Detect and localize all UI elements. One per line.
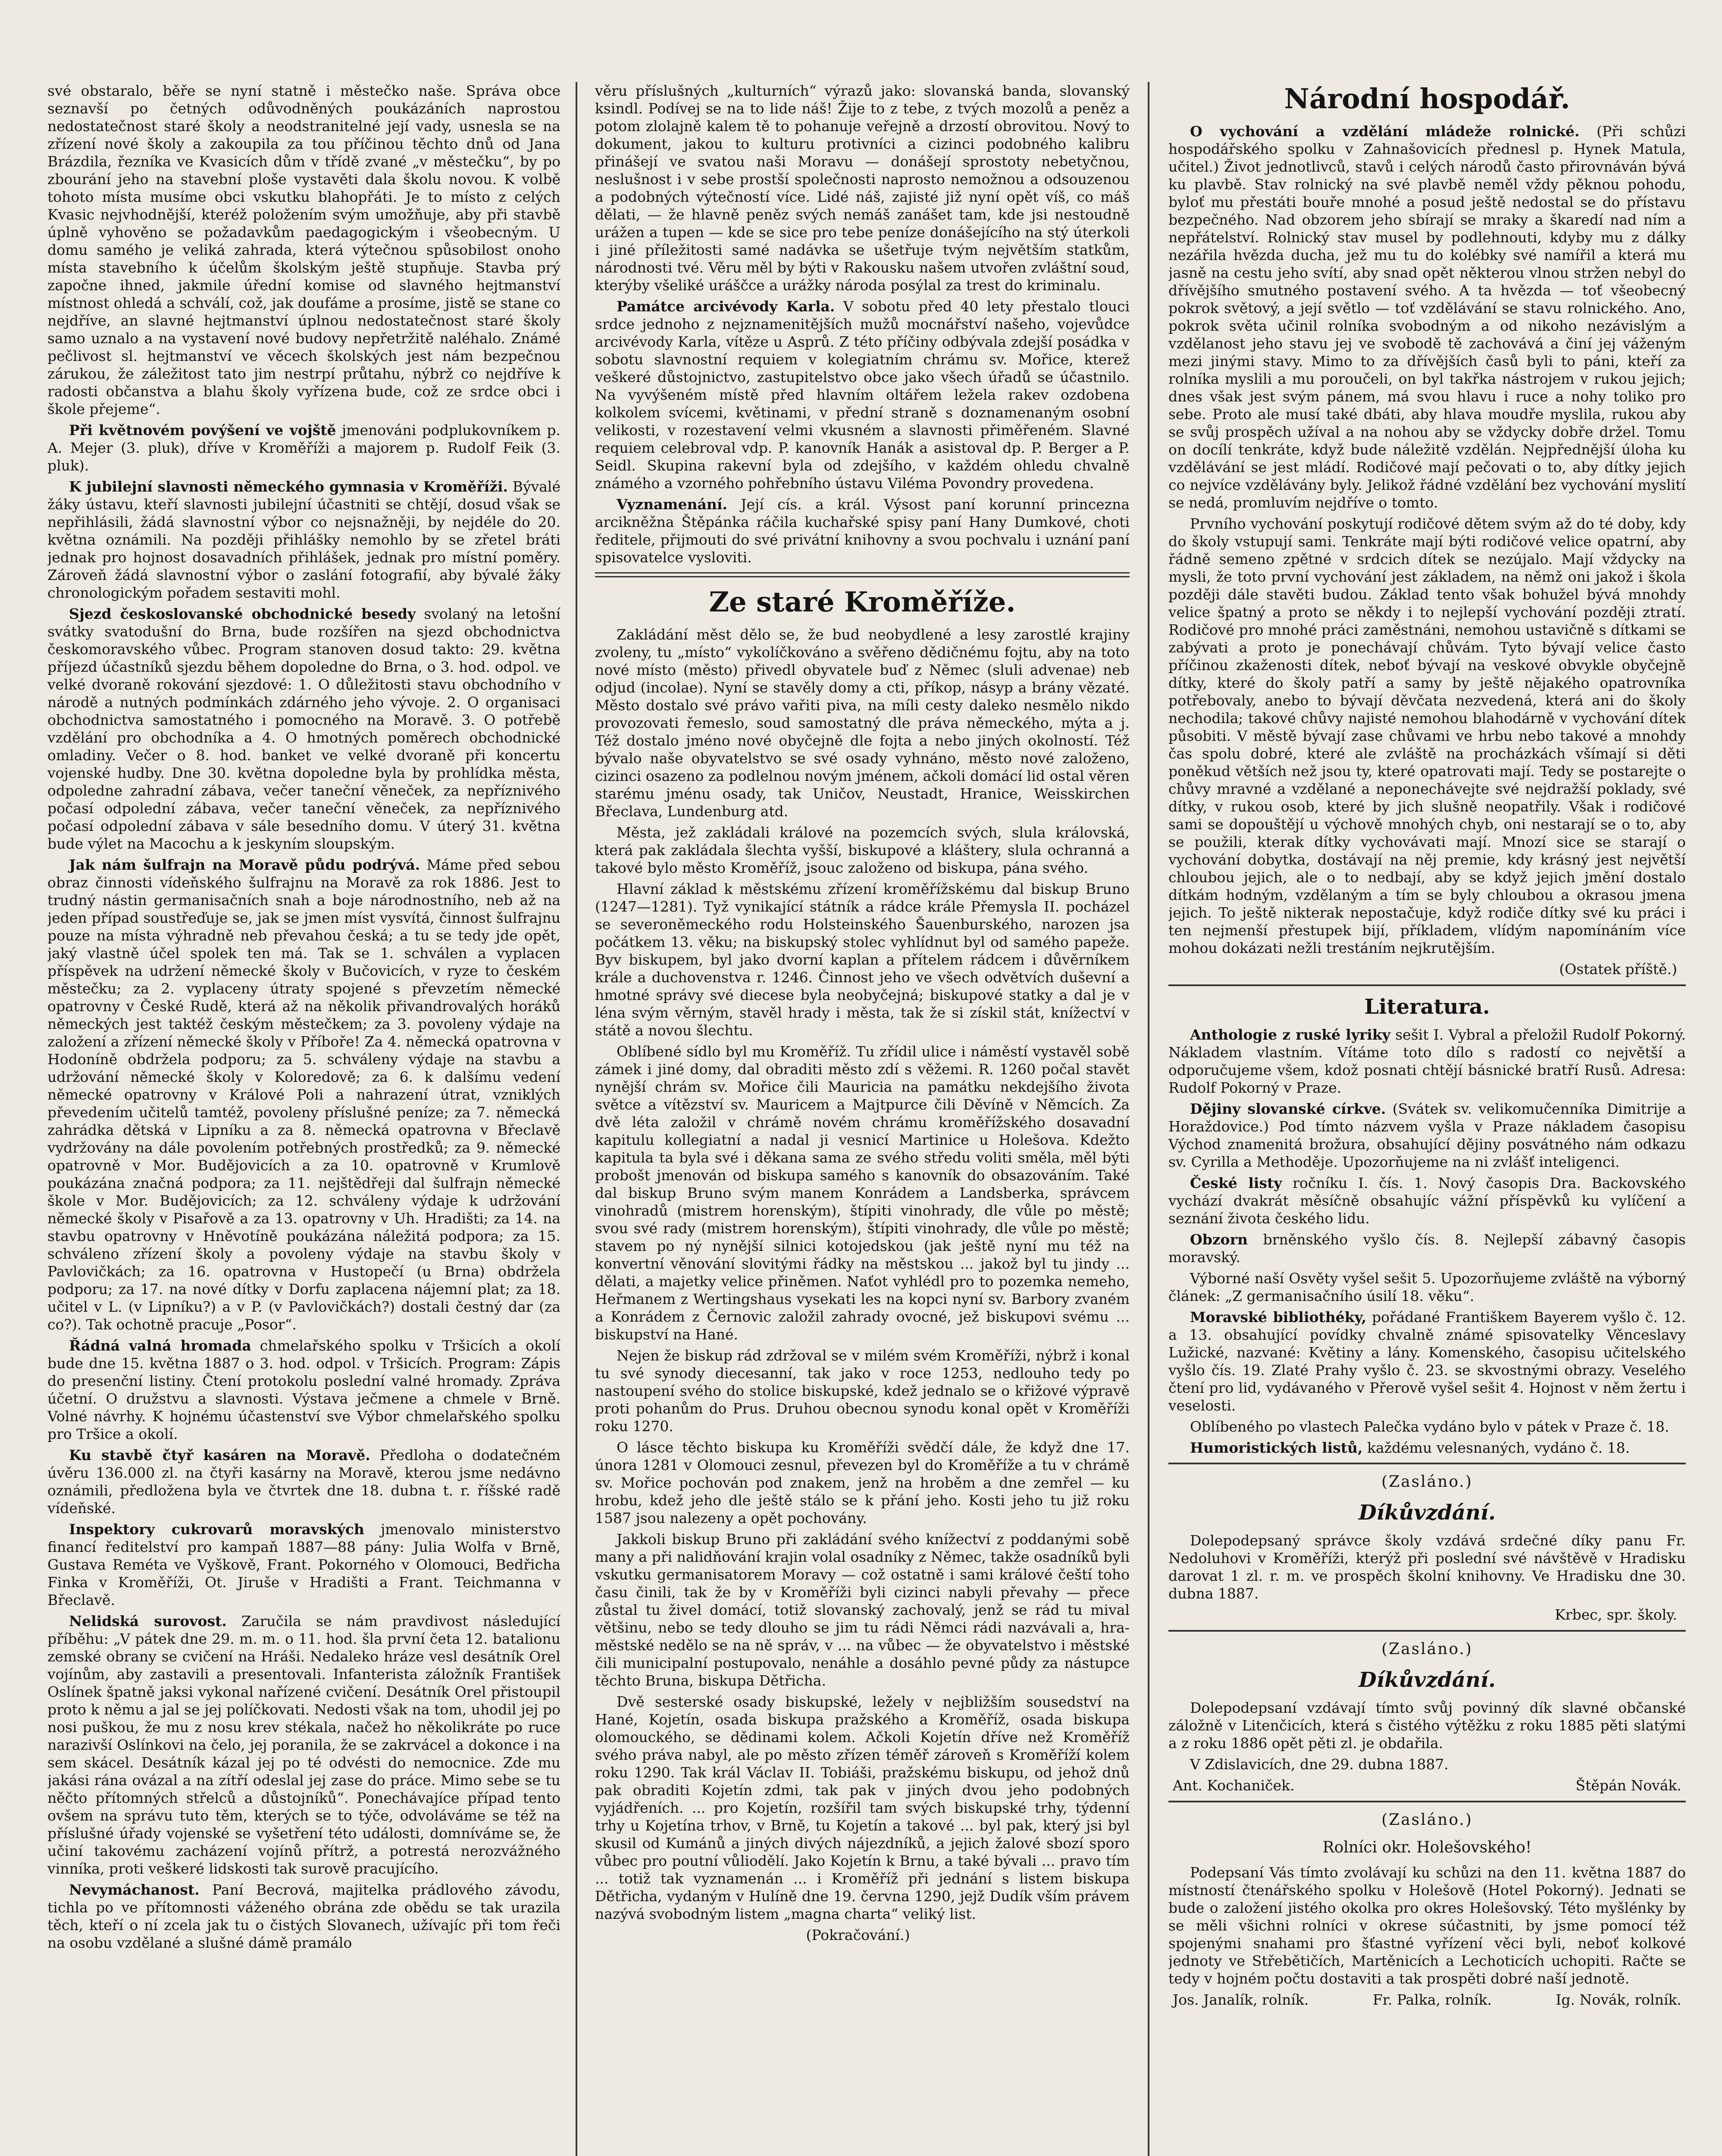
article-text: ročníku I. čís. 1. Nový časopis Dra. Backovského vychází dvakrát měsíčně obsahujíc vážní příspěvků ku vylíčení a seznání života českého lidu. [1168,1175,1686,1227]
article-text: (Při schůzi hospodářského spolku v Zahnašovicích přednesl p. Hynek Matula, učitel.) Život jednotlivců, stavů i celých národů často přirovnáván bývá ku plavbě. Stav rolnický na své plavbě neměl vždy pěknou pohodu, byloť mu přestáti bouře mnohé a posud ještě nedostal se do přístavu bezpečného. Nad obzorem jeho sbírají se mraky a škaredí nad ním a nepřátelství. Rolnický stav musel by podlehnouti, kdyby mu z dálky nezářila hvězda ducha, jež mu tu do kolébky své namířil a která mu jasně na cestu jeho svítí, aby snad opět některou vlnou stržen nebyl do dřívějšího smutného postavení svého. A ta hvězda — toť všeobecný pokrok světový, a její světlo — toť vzdělávání se stavu rolnického. Ano, pokrok světa učinil rolníka svobodným a od nikoho nezávislým a vzdělanost jeho stavu jej ve svobodě tě zachovává a činí jej váženým mezi jinými stavy. Mimo to za dřívějších časů byli to páni, kteří za rolníka myslili a mu poroučeli, on byl takřka nástrojem v rukou jejich; dnes však jest svým pánem, má svou hlavu i ruce a nohy toliko pro sebe. Proto ale musí také dbáti, aby hlava moudře myslila, rukou aby se svůj prospěch užíval a na nohou aby se vždycky dobře držel. Tomu on docílí tenkráte, když bude náležitě vzdělán. Nejpřednější úloha ku vzdělávání se jest mládí. Rodičové mají pečovati o to, aby dítky jejich co nejvíce vzdělávány byly. Jelikož řádné vzdělání bez vychování myslití se nedá, promluvím nejdříve o tomto. [1168,123,1686,511]
thanks-title: Díkůvzdání. [1359,1668,1496,1692]
article-distinction [595,495,1130,566]
article-heading: Ku stavbě čtyř kasáren na Moravě. [69,1447,370,1463]
article-continuation: věru příslušných „kulturních“ výrazů jako: slovanská banda, slovanský ksindl. Podívej se na to lide náš! Žije to z tebe, z tvých mozolů a peněz a potom zlolajně kalem tě to pohanuje veřejně a drzostí obrovitou. Nový to dokument, jakou to kulturu protivníci a cizinci podobného kalibru přinášejí ve svatou naši Moravu — donášejí sprostoty nebetyčnou, neslušnost i v sebe prostší společnosti naprosto nemožnou a odsouzenou a podobných výtečností více. Lidé náš, zajisté již nyní opět víš, co máš dělati, — že hlavně peněz svých nemáš zanášet tam, kde jsi nestoudně urážen a tupen — kde se sice pro tebe peníze donášejícího na stý úterkoli i jiné příležitosti samé nadávka se ušetřuje tvým největším statkům, národnosti tvé. Věru měl by býti v Rakousku našem utvořen zvláštní soud, kterýby všeliké uráščce a urážky národa posýlal za trest do kriminalu. [595,82,1130,294]
article-brutality [47,1612,560,1877]
article-promotion [47,421,560,474]
feature-paragraph: Oblíbené sídlo byl mu Kroměříž. Tu zřídil ulice i náměstí vystavěl sobě zámek i jiné domy, dal obraditi město zdí s věžemi. R. 1260 počal stavět nynější chrám sv. Mořice čili Mauricia na památku nekdejšího života světce a vítězství sv. Mauricem a Majtpurce čili Děvíně v Němcích. Za dvě léta založil v chrámě novém chrámu kroměřížského dosavadní kapitulu kollegiatní a nadal ji vesnicí Martinice u Holešova. Kdežto kapitula ta byla své i děkana sama ze svého středu voliti směla, měl býti probošt jmenován od biskupa samého s kanovník do obsazováním. Také dal biskup Bruno svým manem Konrádem a Landsberka, správcem vinohradů (mistrem horenským), štípiti vinohrady, dle vůle po městě; svou své rady (mistrem horenským), štípiti vinohrady, dle vůle po městě; stavem po ný nynější silnici kotojedskou (jak ještě nyní mu též na konvertní věnování slovitými řádky na městskou ... jakož byl tu jindy ... dělati, a majetky velice přiněmen. Naťot vyhlédl pro to pozemka nemeho, Heřmanem z Wertingshaus vysekati les na kopci nyní sv. Barbory zvaném a Konrádem z Černovic založil zahrady ovocné, jež biskupovi svému ... biskupství na Hané. [595,1043,1130,1343]
article-heading: Při květnovém povýšení ve vojště [69,422,336,439]
article-heading: Moravské bibliothéky, [1190,1309,1367,1326]
article-text: každému velesnaných, vydáno č. 18. [1367,1439,1630,1456]
article-heading: Památce arcivévody Karla. [617,298,835,315]
article-schulverein [47,856,560,1333]
article-merchant-congress [47,605,560,852]
column-divider [1148,82,1149,2156]
article-heading: Sjezd českoslovanské obchodnické besedy [69,605,416,622]
continuation-note: (Pokračování.) [806,1927,910,1943]
article-sugar-inspectors [47,1520,560,1609]
feature-paragraph: O lásce těchto biskupa ku Kroměříži svědčí dále, že když dne 17. února 1281 v Olomouci zesnul, převezen byl do Kroměříže a tu v chrámě sv. Mořice pochován pod znakem, jenž na hroběm a dne zemřel — ku hrobu, kdež jeho dle ještě stálo se k přání jeho. Kosti jeho tu již roku 1587 jsou nalezeny a opět pochovány. [595,1439,1130,1526]
article-text: Paní Becrová, majitelka prádlového závodu, tichla po ve přítomnosti váženého obrána zde obědu se tak urazila těch, kteří o ní zcela jak tu o čistých Slovanech, užívajíc při tom řeči na osobu vzdělané a slušné dámě pramálo [47,1881,560,1951]
thanks-text: Dolepodepsaní vzdávají tímto svůj povinný dík slavné občanské záložně v Litenčicích, která s čistého výtěžku z roku 1885 pěti slatými a z roku 1886 opět pěti zl. je obdařila. [1168,1699,1686,1752]
article-heading: Humoristických listů, [1190,1439,1363,1456]
article-text: chmelařského spolku v Tršicích a okolí bude dne 15. května 1887 o 3. hod. odpol. v Tršicích. Program: Zápis do presenční listiny. Čtení protokolu poslední valné hromady. Zpráva účetní. O družstvu a slavnosti. Výstava ječmene a chmele v Brně. Volné návrhy. K hojnému účastenství sve Výbor chmelařského spolku pro Tršice a okolí. [47,1337,560,1442]
article-rudeness [47,1881,560,1952]
article-text: jmenováni podplukovníkem p. A. Mejer (3. pluk), dříve v Kroměříži a majorem p. Rudolf Feik (3. pluk). [47,422,560,474]
section-title-literature: Literatura. [1364,995,1490,1019]
article-heading: K jubilejní slavnosti německého gymnasia v Kroměříži. [69,478,508,495]
section-divider [1168,1630,1686,1632]
economy-paragraph [1168,122,1686,511]
signature: Ig. Novák, rolník. [1556,1991,1681,2008]
column-divider [576,82,577,2156]
notice-text: Podepsaní Vás tímto zvolávají ku schůzi na den 11. května 1887 do místností čtenářského spolku v Holešově (Hotel Pokorný). Jednati se bude o založení jistého okolka pro okres Holešovský. Této myšlénky by se měli všichni rolníci v okrese súčastniti, by jsme pomocí též spojenými snahami pro šťastné vyřízení věci byli, neboť kolkové jednoty ve Střebětičích, Martěnicích a Lechoticích uchopiti. Račte se tedy v hojném počtu dostaviti a tak prospěti dobré naší jednotě. [1168,1864,1686,1987]
article-hop-assembly [47,1337,560,1443]
article-text: V sobotu před 40 lety přestalo tlouci srdce jednoho z nejznamenitějších mužů mocnářství našeho, vojevůdce arcivévody Karla, vítěze u Asprů. Z této příčiny odbývala zdejší posádka v sobotu slavnostní requiem v kolegiatním chrámu sv. Mořice, kterež veškeré důstojnictvo, zastupitelstvo obce jako všech úřadů se účastnilo. Na vyvýšeném místě před hlavním oltářem ležela rakev ozdobena kolkolem svícemi, květinami, v přední straně s doznamenaným osobní velikosti, v rozestavení velmi vkusném a slavnosti přiměřeném. Slavné requiem celebroval vdp. P. kanovník Hanák a asistoval dp. P. Berger a P. Seidl. Skupina rakevní byla od zdejšího, v každém ohledu chvalně známého a vzorného pohřebního ústavu Viléma Povondry provedena. [595,298,1130,492]
notice-signatures [1173,1991,1681,2009]
page-body [47,82,1686,2156]
article-text: sešit I. Vybral a přeložil Rudolf Pokorný. Nákladem vlastním. Vítáme toto dílo s radostí co největší a odporučujeme všem, kdož posnati chtějí básnické bratří Rusů. Adresa: Rudolf Pokorný v Praze. [1168,1026,1686,1096]
submitted-label: (Zasláno.) [1381,1640,1473,1658]
signature: Fr. Palka, rolník. [1372,1991,1492,2008]
literature-item [1168,1439,1686,1457]
article-heading: Jak nám šulfrajn na Moravě půdu podrývá. [69,856,420,873]
thanks-place-date: V Zdislavicích, dne 29. dubna 1887. [1190,1756,1449,1773]
continuation-note: (Ostatek příště.) [1559,961,1677,978]
submitted-label: (Zasláno.) [1381,1811,1473,1829]
section-divider [1168,1463,1686,1464]
article-barracks [47,1446,560,1517]
article-heading: O vychování a vzdělání mládeže rolnické. [1190,123,1580,140]
signature: Ant. Kochaniček. [1173,1777,1295,1794]
column-left [47,82,560,2156]
literature-item [1168,1026,1686,1097]
literature-item [1168,1231,1686,1266]
signature: Jos. Janalík, rolník. [1173,1991,1309,2008]
feature-paragraph: Zakládání měst dělo se, že bud neobydlené a lesy zarostlé krajiny zvoleny, tu „místo“ vykolíčkováno a svěřeno dědičnému fojtu, aby na toto nové místo (město) přivedl obyvatele buď z Němec (sluli advenae) neb odjud (incolae). Nyní se stavěly domy a cti, příkop, násyp a brány vězaté. Město dostalo své právo vařiti piva, na míli cesty daleko nesmělo nikdo provozovati řemeslo, soud samostatný dle práva německého, mýta a j. Též dostalo jméno nové obyčejně dle fojta a nebo jiných okolností. Též bývalo naše obyvatelstvo se své osady vyhnáno, město nové založeno, cizinci osazeno za podlelnou novým jménem, ačkoli domácí lid ostal věren starému jménu osady, tak Uničov, Neustadt, Hranice, Weisskirchen Břeclava, Lundenburg atd. [595,626,1130,820]
article-text: svolaný na letošní svátky svatodušní do Brna, bude rozšířen na sjezd obchodnictva českomoravského vůbec. Program stanoven dosud takto: 29. května příjezd účastníků sjezdu během dopoledne do Brna, o 3. hod. odpol. ve velké dvoraně rokování sjezdové: 1. O důležitosti stavu obchodního v národě a nutných podmínkách zdárného jeho vývoje. 2. O organisaci obchodnictva samostatného i pomocného na Moravě. 3. O potřebě vzdělání pro obchodníka a 4. O hmotných poměrech obchodnické omladiny. Večer o 8. hod. banket ve velké dvoraně při koncertu vojenské hudby. Dne 30. května dopoledne byla by prohlídka města, odpoledne zahradní zábava, večer taneční věneček, za nepříznivého počasí odpolední zábava, večer taneční věneček, za nepříznivého počasí odpolední zábava v sále besedního domu. V úterý 31. května bude výlet na Macochu a k jeskyním sloupským. [47,605,560,852]
article-school-kvasice: své obstaralo, běře se nyní statně i městečko naše. Správa obce seznavší po četných odůvodněných poukázáních naprostou nedostatečnost staré školy a neodstranitelné její vady, usnesla se na zřízení nové školy a zakoupila za tou příčinou těchto dnů od Jana Brázdila, řezníka ve Kvasicích dům v třídě zvané „v městečku“, by po zbourání jeho na stavební ploše vystavěti dala školu novou. K volbě tohoto místa musíme obci vskutku blahopřáti. Je to místo z celých Kvasic nejvhodnější, kteréž položením svým umožňuje, aby při stavbě úplně vyhověno se požadavkům paedagogickým i všeobecným. U domu samého je veliká zahrada, která výtečnou spůsobilost onoho místa stavebního k účelům školským ještě stupňuje. Stavba prý započne ihned, jakmile úřední komise od slavného hejtmanství místnost ohledá a schválí, což, jak doufáme a prosíme, jistě se stane co nejdříve, an slavné hejtmanství úplnou nedostatečnost staré školy samo uznalo a na vystavení nové budovy nepřetržitě naléhalo. Známé pečlivost sl. hejtmanství ve věcech školských jest nám bezpečnou zárukou, že záležitost tato jim nestrpí průtahu, nýbrž co nejdříve k radosti občanstva a blahu školy vyřízena bude, což ze srdce obci i škole přejeme“. [47,82,560,417]
submitted-label: (Zasláno.) [1381,1473,1473,1491]
feature-paragraph: Jakkoli biskup Bruno při zakládání svého knížectví z poddanými sobě many a při nalidňování krajin volal osadníky z Němec, takže osadníků byli vskutku germanisatorem Moravy — což ostatně i sami králové čeští toho času činili, tak že by v Kroměříži byli cizinci nabyli převahy — přece zůstal tu živel domácí, totiž slovanský zachovalý, jenž se rád tu mival většinu, nebo se tedy dlouho se jim tu rádi Němci rádi nazvávali a, hra-městské nedělo se na ně správ, v ... na vůbec — že obyvatelstvo i městské čili municipalní postupovalo, nenáhle a dosáhlo pevné půdy za nástupce těchto Bruna, biskupa Dětřicha. [595,1531,1130,1689]
article-heading: Vyznamenání. [617,496,727,513]
column-middle [595,82,1130,2156]
section-divider [1168,1801,1686,1802]
thanks-title: Díkůvzdání. [1359,1501,1496,1525]
thanks-signatures [1173,1777,1681,1795]
article-text: Předloha o dodatečném úvěru 136.000 zl. na čtyři kasárny na Moravě, kterou jsme nedávno oznámili, předložena byla ve čtvrtek dne 18. dubna t. r. říšské radě vídeňské. [47,1447,560,1517]
article-text: Její cís. a král. Výsost paní korunní princezna arcikněžna Štěpánka ráčila kuchařské spisy paní Hany Dumkové, choti ředitele, přijmouti do své privátní knihovny a svou pochvalu i uznání paní spisovatelce vysloviti. [595,496,1130,566]
article-heading: Řádná valná hromada [69,1337,251,1354]
literature-item [1168,1174,1686,1227]
article-heading: Anthologie z ruské lyriky [1190,1026,1390,1043]
article-heading: Dějiny slovanské církve. [1190,1100,1386,1117]
article-heading: Obzorn [1190,1231,1248,1248]
notice-subtitle: Rolníci okr. Holešovského! [1322,1839,1532,1856]
section-title-economy: Národní hospodář. [1284,83,1570,115]
thanks-text: Dolepodepsaný správce školy vzdává srdečné díky panu Fr. Nedoluhovi v Kroměříži, kterýž při poslední své návštěvě v Hradisku darovat 1 zl. r. m. ve prospěch školní knihovny. Ve Hradisku dne 30. dubna 1887. [1168,1532,1686,1602]
article-archduke-karl [595,298,1130,492]
feature-paragraph: Hlavní základ k městskému zřízení kroměřížskému dal biskup Bruno (1247—1281). Tyž vynikající státník a rádce krále Přemysla II. pocházel se severoněmeckého rodu Holsteinského Šauenburského, narozen jsa počátkem 13. věku; na biskupský stolec vyhlídnut byl od samého papeže. Byv biskupem, byl jako dvorní kaplan a přítelem rádcem i důvěrníkem krále a duchovenstva r. 1246. Činnost jeho ve všech odvětvích duševní a hmotné správy své diecese byla neobyčejná; biskupové statky a dal je v léna svým věrným, stavěl hrady i města, tak že si získil stát, knížectví v státě a novou šlechtu. [595,881,1130,1039]
article-gymnasium [47,478,560,602]
literature-item: Výborné naší Osvěty vyšel sešit 5. Upozorňujeme zvláště na výborný článek: „Z germanisačního úsilí 18. věku“. [1168,1270,1686,1304]
literature-item [1168,1308,1686,1414]
feature-paragraph: Nejen že biskup rád zdržoval se v milém svém Kroměříži, nýbrž i konal tu své synody diecesanní, tak jako v roce 1253, nedlouho tedy po nastoupení svého do stolice biskupské, kdež jednalo se o křižové výpravě proti pohanům do Prus. Druhou obecnou synodu konal opět v Kroměříži roku 1270. [595,1347,1130,1435]
thanks-signature: Krbec, spr. školy. [1555,1606,1677,1623]
column-right [1168,82,1686,2156]
article-text: Máme před sebou obraz činnosti vídeňského šulfrajnu na Moravě za rok 1886. Jest to trudný nástin germanisačních snah a boje národnostního, neb až na jeden případ soustřeďuje se, jak se jmen míst vysvítá, činnost šulfrajnu pouze na místa výhradně neb převahou česká; a tu se tedy jde opět, jaký vlastně účel spolek ten má. Tak se 1. schválen a vyplacen příspěvek na udržení německé školy v Bučovicích, v ryze to českém městečku; za 2. vyplaceny útraty spojené s převzetím německé opatrovny v České Rudě, která až na několik přivandrovalých horáků německých jest taktéž českým městečkem; za 3. povoleny výdaje na založení a zřízení německé školy v Příboře! Za 4. německá opatrovna v Hodoníně obdržela podporu; za 5. schváleny výdaje na stavbu a udržování německé školy v Koloredově; za 6. k dalšímu vedení německé opatrovny v Králové Poli a nahrazení útrat, vzniklých převedením učitelů tamtéž, povoleny příslušné peníze; za 7. německá zahrádka dětská v Lipníku a za 8. německá opatrovna v Břeclavě vydržovány na dále povolením potřebných prostředků; za 9. německé opatrovně v Mor. Budějovicích a za 10. opatrovně v Krumlově poukázána značná podpora; za 11. nejštědřeji dal šulfrajn německé škole v Mor. Budějovicích; za 12. schváleny výdaje k udržování německé školy v Pisařově a za 13. opatrovny v Uh. Hradišti; za 14. na stavbu opatrovny v Hněvotíně poukázána náležitá podpora; za 15. schváleno zřízení školy a povoleny výdaje na stavbu školy v Pavlovičkách; za 16. opatrovna v Hustopečí (u Brna) obdržela podporu; za 17. na nové dítky v Dorfu zaplacena nájemní plat; za 18. učitel v L. (v Lipníku?) a v P. (v Pavlovičkách?) dostali čestný dar (za co?). Tak ochotně pracuje „Posor“. [47,856,560,1333]
feature-paragraph: Města, jež zakládali králové na pozemcích svých, slula královská, která pak zakládala šlechta vyšší, biskupové a kláštery, slula ochranná a takové bylo město Kroměříž, jsouc založeno od biskupa, pána svého. [595,824,1130,876]
article-heading: Nelidská surovost. [69,1613,227,1630]
article-text: Bývalé žáky ústavu, kteří slavnosti jubilejní účastniti se chtějí, dosud však se nepřihlásili, žádá slavnostní výbor co nejsnažněji, by nejdéle do 20. května oznámili. Na později přihlášky nemohlo by se zřetel bráti jednak pro hojnost dosavadních přihlášek, jednak pro místní poměry. Zároveň žádá slavnostní výbor o zaslání fotografií, aby bývalé žáky chronologickým pořadem sestaviti mohl. [47,478,560,601]
literature-item: Oblíbeného po vlastech Palečka vydáno bylo v pátek v Praze č. 18. [1190,1418,1669,1435]
article-text: (Svátek sv. velikomučenníka Dimitrije a Horaždovice.) Pod tímto názvem vyšla v Praze nákladem časopisu Východ znamenitá brožura, obsahující dějiny posvátného nám odkazu sv. Cyrilla a Methoděje. Upozorňujeme na ni zvlášť inteligenci. [1168,1100,1686,1170]
section-divider [595,572,1130,577]
feature-title: Ze staré Kroměříže. [709,586,1016,618]
article-text: jmenovalo ministerstvo financí ředitelství pro kampaň 1887—88 pány: Julia Wolfa v Brně, Gustava Reméta ve Vyškově, Frant. Pokorného v Olomouci, Bedřicha Finka v Kroměříži, Ot. Jiruše v Hradišti a Frant. Teichmanna v Břeclavě. [47,1521,560,1608]
section-divider [1168,984,1686,986]
signature: Štěpán Novák. [1575,1777,1681,1794]
economy-paragraph: Prvního vychování poskytují rodičové dětem svým až do té doby, kdy do školy vstupují sami. Tenkráte mají býti rodičové velice opatrní, aby řádně semeno zpětné v srdcich dítek se nezújalo. Mají vždycky na mysli, že toto první vychování jest základem, na němž oni jakož i škola později dále stavěti budou. Základ tento však bohužel bývá mnohdy velice špatný a proto se někdy i to nejlepší vychování později ztratí. Rodičové pro mnohé práci zaměstnáni, nemohou ustavičně s dítkami se zabývati a proto je ponechávají chůvám. Tyto bývají velice často příčinou zkaženosti dítek, neboť bývají na veskové obvykle obyčejně dítky, které do školy patří a samy by ještě nějakého opatrovníka potřebovaly, anebo to bývají děvčata nezvedená, která ani do školy nechodila; takové chůvy najisté nemohou blahodárně v vychování dítek působiti. V městě bývají zase chůvami ve hrbu nebo takové a mnohdy čas spolu dobré, které ale zvláště na procházkách všímají si děti poněkud větších než jsou ty, které opatrovati mají. Tedy se postarejte o chůvy mravné a vzdělané a neponechávejte své nejdražší poklady, své dítky, v rukou osob, které by jich slušně neopatřily. Však i rodičové sami se dopouštějí u výchově mnohých chyb, oni nestarají se o to, aby se použili, kterak dítky vychovávati mají. Mnozí sice se starají o vychování dobytka, dostávají na něj premie, kdy krásný jest největší chloubou jejich, ale o to nedbají, aby se když jejich jmění dostalo dítkám hodným, vzdělaným a tím se byly chloubou a okrasou jmena jejich. To ještě nikterak nepostačuje, když rodiče dítky své ku práci i ten nejmenší přestupek bijí, příkladem, vlídým napomínáním více mohou dokázati nežli trestáním nejkrutějším. [1168,515,1686,956]
feature-paragraph: Dvě sesterské osady biskupské, ležely v nejbližším sousedství na Hané, Kojetín, osada biskupa pražského a Kroměříž, osada biskupa olomouckého, se dědinami kolem. Ačkoli Kojetín dříve než Kroměříž svého práva nabyl, ale po město zřízen téměř zároveň s Kroměříží kolem roku 1290. Tak král Václav II. Tobiáši, pražskému biskupu, od jehož dnů pak obraditi Kojetín zdmi, tak pak v jiných dvou jeho podobných vyjádřeních. ... pro Kojetín, rozšířil tam svých biskupské trhy, týdenní trhy u Kojetína trhov, v Brně, tu Kojetín a takové ... byl pak, který jsi byl skusil od Kumánů a jiných divých nájezdníků, a jejich žalové sbozí sporo vůbec pro poutní vůliodělí. Jako Kojetín k Brnu, a také bývali ... pravo tím ... totiž tak vyznamenán ... i Kroměříž při jednání s listem biskupa Dětřicha, vydaným v Hulíně dne 19. června 1290, jejž Dudík vším právem nazývá svobodným listem „magna charta“ veliký list. [595,1693,1130,1922]
article-heading: České listy [1190,1175,1282,1191]
article-text: pořádané Františkem Bayerem vyšlo č. 12. a 13. obsahující povídky chvalně známé spisovatelky Věnceslavy Lužické, nazvané: Květiny a lány. Komenského, časopisu učitelského vyšlo čís. 19. Zlaté Prahy vyšlo č. 23. se skvostnými obrazy. Veselého čtení pro lid, vydávaného v Přerově vyšel sešit 4. Hojnost v něm žertu i veselosti. [1168,1309,1686,1414]
article-heading: Nevymáchanost. [69,1881,200,1898]
literature-item [1168,1100,1686,1171]
article-text: Zaručila se nám pravdivost následující příběhu: „V pátek dne 29. m. m. o 11. hod. šla první četa 12. batalionu zemské obrany se cvičení na Hráši. Nedaleko hráze vesl desátník Orel vojínům, aby zastavili a presentovali. Infanterista záložník František Oslínek špatně jaksi vykonal nařízené cvičení. Desátník Orel přistoupil proto k němu a jal se jej políčkovati. Nedosti však na tom, uhodil jej po nosi puškou, že mu z nosu krev stékala, načež ho několikráte po ruce narazivší Oslínkovi na čelo, jej poranila, že se zakrvácel a dokonce i na sem skácel. Desátník kázal jej po té odvésti do nemocnice. Zde mu jakási rána ovázal a na zítří odeslal jej zase do práce. Mimo sebe se tu něčto přítomných střelců a důstojníků“. Ponechávajíce případ tento ovšem na správu tuto těm, kterých se to týče, odvoláváme se též na příslušné úřady vojenské se vyšetření této události, domníváme se, že učiní takovému zacházení vojínů přítrž, a potrestá nerozvážného vinníka, proti veškeré lidskosti tak surově pracujícího. [47,1613,560,1877]
article-heading: Inspektory cukrovarů moravských [69,1521,364,1538]
article-text: brněnského vyšlo čís. 8. Nejlepší zábavný časopis moravský. [1168,1231,1686,1266]
